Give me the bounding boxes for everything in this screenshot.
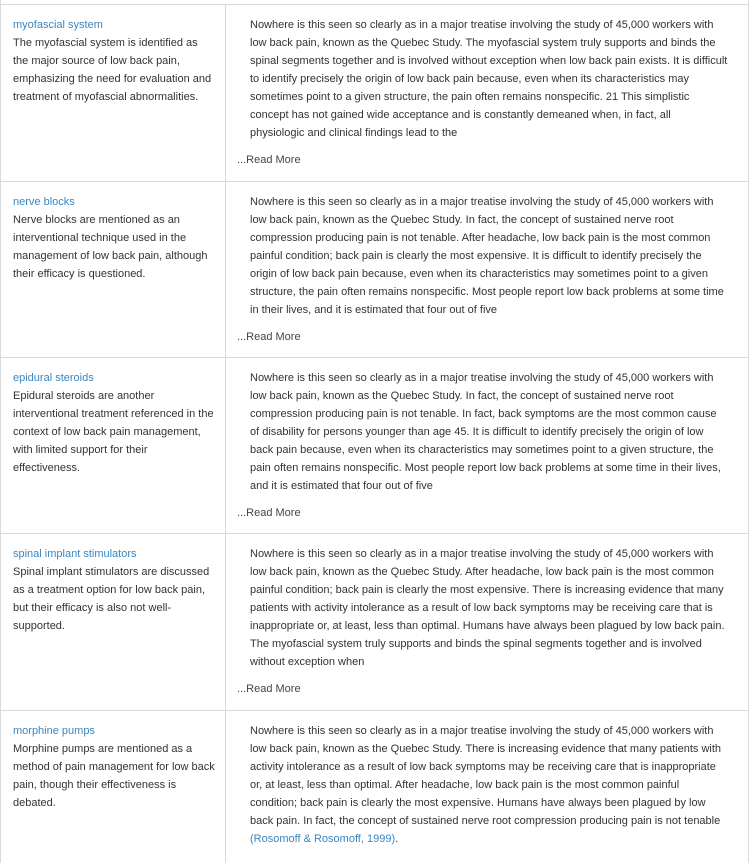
read-more-link[interactable]: ...Read More xyxy=(237,154,301,166)
concept-cell xyxy=(13,193,215,283)
column-divider xyxy=(225,711,226,863)
passage-text: Nowhere is this seen so clearly as in a major treatise involving the study of 45,000 workers with low back pain, known as the Quebec Study. The myofascial system truly supports and binds the spinal segments together and is involved without exception when low back pain exists. It is difficult to identify precisely the origin of low back pain because, even when its characteristics may sometimes point to a given structure, the pain often remains nonspecific. 21 This simplistic concept has not gained wide acceptance and is constantly demeaned when, in fact, all physiologic and clinical findings lead to the xyxy=(250,19,728,139)
concept-cell xyxy=(13,369,215,477)
column-divider xyxy=(225,5,226,181)
column-divider xyxy=(225,182,226,357)
passage-text xyxy=(250,722,728,852)
passage-body: Nowhere is this seen so clearly as in a major treatise involving the study of 45,000 workers with low back pain, known as the Quebec Study. There is increasing evidence that many patients with activity intolerance as a result of low back symptoms may be receiving care that is inappropriate or, at least, less than optimal. After headache, low back pain is the most common painful condition; back pain is clearly the most expensive. Humans have always been plagued by low back pain. In fact, the concept of sustained nerve root compression producing pain is not tenable xyxy=(250,725,722,827)
concept-cell xyxy=(13,16,215,106)
concept-description: Spinal implant stimulators are discussed as a treatment option for low back pain, but their efficacy is also not well-supported. xyxy=(13,566,210,632)
concept-cell xyxy=(13,545,215,635)
concept-title[interactable]: epidural steroids xyxy=(13,372,94,384)
concept-cell xyxy=(13,722,215,812)
table-row xyxy=(1,357,748,533)
passage-end: . xyxy=(395,833,399,845)
passage-text: Nowhere is this seen so clearly as in a major treatise involving the study of 45,000 workers with low back pain, known as the Quebec Study. In fact, the concept of sustained nerve root compression producing pain is not tenable. In fact, back symptoms are the most common cause of disability for persons younger than age 45. It is difficult to identify precisely the origin of low back pain because, even when its characteristics may sometimes point to a given structure, the pain often remains nonspecific. Most people report low back problems at some time in their lives, and it is estimated that four out of five xyxy=(250,372,721,492)
table-row xyxy=(1,533,748,710)
concept-description: Nerve blocks are mentioned as an interventional technique used in the management of low back pain, although their efficacy is questioned. xyxy=(13,214,208,280)
concept-title[interactable]: spinal implant stimulators xyxy=(13,548,137,560)
passage-text: Nowhere is this seen so clearly as in a major treatise involving the study of 45,000 workers with low back pain, known as the Quebec Study. In fact, the concept of sustained nerve root compression producing pain is not tenable. After headache, low back pain is the most common painful condition; back pain is clearly the most expensive. It is difficult to identify precisely the origin of low back pain because, even when its characteristics may sometimes point to a given structure, the pain often remains nonspecific. Most people report low back problems at some time in their lives, and it is estimated that four out of five xyxy=(250,196,724,316)
concept-title[interactable]: morphine pumps xyxy=(13,725,95,737)
table-row xyxy=(1,4,748,181)
column-divider xyxy=(225,534,226,710)
citation-link[interactable]: (Rosomoff & Rosomoff, 1999) xyxy=(250,833,396,845)
concept-description: Epidural steroids are another interventional treatment referenced in the context of low back pain management, with limited support for their effectiveness. xyxy=(13,390,214,474)
table-row xyxy=(1,181,748,357)
read-more-link[interactable]: ...Read More xyxy=(237,331,301,343)
concept-description: The myofascial system is identified as the major source of low back pain, emphasizing the need for evaluation and treatment of myofascial abnormalities. xyxy=(13,37,212,103)
concept-title[interactable]: myofascial system xyxy=(13,19,103,31)
concept-description: Morphine pumps are mentioned as a method of pain management for low back pain, though their effectiveness is debated. xyxy=(13,743,215,809)
read-more-link[interactable]: ...Read More xyxy=(237,683,301,695)
column-divider xyxy=(225,358,226,533)
read-more-link[interactable]: ...Read More xyxy=(237,507,301,519)
table-row xyxy=(1,710,748,863)
concept-title[interactable]: nerve blocks xyxy=(13,196,75,208)
passage-text: Nowhere is this seen so clearly as in a major treatise involving the study of 45,000 workers with low back pain, known as the Quebec Study. After headache, low back pain is the most common painful condition; back pain is clearly the most expensive. There is increasing evidence that many patients with activity intolerance as a result of low back symptoms may be receiving care that is inappropriate or, at least, less than optimal. Humans have always been plagued by low back pain. The myofascial system truly supports and binds the spinal segments together and is involved without exception when xyxy=(250,548,725,668)
